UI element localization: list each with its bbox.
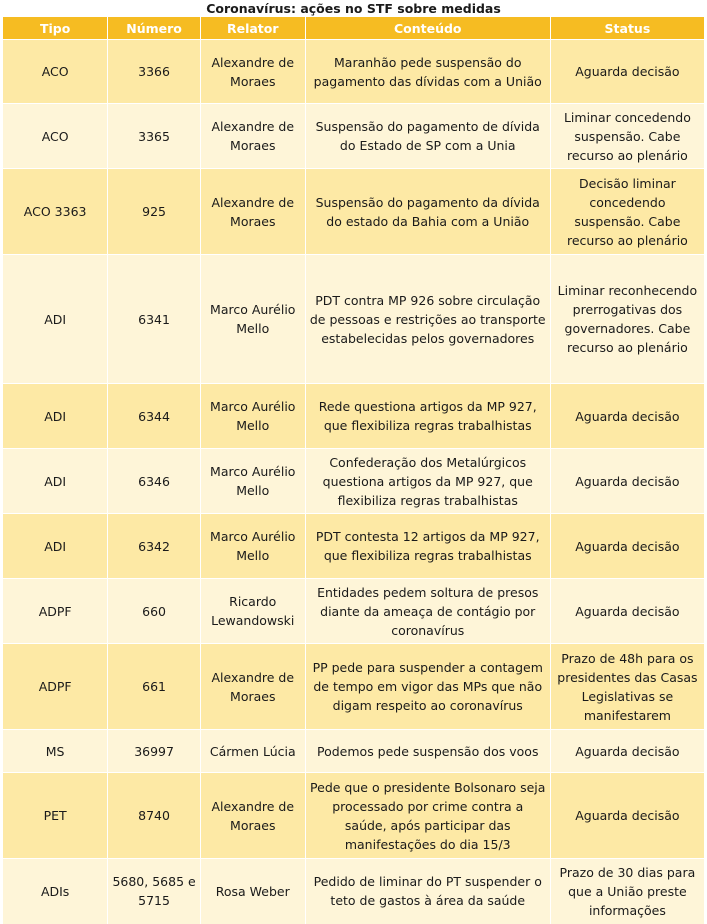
cell-conteudo: PDT contra MP 926 sobre circulação de pessoas e restrições ao transporte estabelecidas pelos governadores bbox=[305, 255, 550, 384]
cell-numero: 3365 bbox=[108, 104, 201, 169]
cell-tipo: PET bbox=[3, 773, 108, 859]
cell-numero: 5680, 5685 e 5715 bbox=[108, 859, 201, 924]
cell-relator: Marco Aurélio Mello bbox=[200, 514, 305, 579]
cell-numero: 6342 bbox=[108, 514, 201, 579]
cell-numero: 6346 bbox=[108, 449, 201, 514]
cell-status: Aguarda decisão bbox=[550, 773, 704, 859]
cell-tipo: ADI bbox=[3, 384, 108, 449]
cell-relator: Alexandre de Moraes bbox=[200, 169, 305, 255]
cell-conteudo: Suspensão do pagamento de dívida do Estado de SP com a Unia bbox=[305, 104, 550, 169]
cell-conteudo: PDT contesta 12 artigos da MP 927, que flexibiliza regras trabalhistas bbox=[305, 514, 550, 579]
cell-tipo: ADIs bbox=[3, 859, 108, 924]
cell-numero: 925 bbox=[108, 169, 201, 255]
page-title: Coronavírus: ações no STF sobre medidas bbox=[206, 1, 501, 16]
cell-relator: Alexandre de Moraes bbox=[200, 104, 305, 169]
table-row bbox=[3, 104, 704, 169]
cell-tipo: ADI bbox=[3, 255, 108, 384]
cell-numero: 3366 bbox=[108, 40, 201, 104]
actions-table bbox=[3, 17, 704, 924]
cell-relator: Cármen Lúcia bbox=[200, 730, 305, 773]
cell-status: Aguarda decisão bbox=[550, 449, 704, 514]
cell-status: Decisão liminar concedendo suspensão. Cabe recurso ao plenário bbox=[550, 169, 704, 255]
table-row bbox=[3, 169, 704, 255]
cell-status: Aguarda decisão bbox=[550, 514, 704, 579]
cell-tipo: ACO 3363 bbox=[3, 169, 108, 255]
cell-relator: Marco Aurélio Mello bbox=[200, 255, 305, 384]
cell-status: Aguarda decisão bbox=[550, 384, 704, 449]
cell-conteudo: Podemos pede suspensão dos voos bbox=[305, 730, 550, 773]
cell-status: Aguarda decisão bbox=[550, 579, 704, 644]
header-row bbox=[3, 17, 704, 40]
cell-status: Liminar concedendo suspensão. Cabe recurso ao plenário bbox=[550, 104, 704, 169]
cell-conteudo: Maranhão pede suspensão do pagamento das dívidas com a União bbox=[305, 40, 550, 104]
table-row bbox=[3, 384, 704, 449]
cell-numero: 6341 bbox=[108, 255, 201, 384]
cell-status: Liminar reconhecendo prerrogativas dos governadores. Cabe recurso ao plenário bbox=[550, 255, 704, 384]
table-row bbox=[3, 255, 704, 384]
cell-relator: Alexandre de Moraes bbox=[200, 40, 305, 104]
cell-tipo: ADI bbox=[3, 514, 108, 579]
cell-numero: 36997 bbox=[108, 730, 201, 773]
cell-status: Prazo de 30 dias para que a União preste informações bbox=[550, 859, 704, 924]
cell-relator: Alexandre de Moraes bbox=[200, 644, 305, 730]
header-conteudo: Conteúdo bbox=[305, 17, 550, 40]
cell-relator: Ricardo Lewandowski bbox=[200, 579, 305, 644]
cell-tipo: ADPF bbox=[3, 644, 108, 730]
cell-numero: 660 bbox=[108, 579, 201, 644]
cell-tipo: ACO bbox=[3, 40, 108, 104]
cell-status: Aguarda decisão bbox=[550, 40, 704, 104]
cell-conteudo: Pedido de liminar do PT suspender o teto de gastos à área da saúde bbox=[305, 859, 550, 924]
table-row bbox=[3, 773, 704, 859]
cell-tipo: ADI bbox=[3, 449, 108, 514]
cell-tipo: ADPF bbox=[3, 579, 108, 644]
cell-conteudo: Pede que o presidente Bolsonaro seja processado por crime contra a saúde, após participar das manifestações do dia 15/3 bbox=[305, 773, 550, 859]
cell-status: Aguarda decisão bbox=[550, 730, 704, 773]
cell-conteudo: Rede questiona artigos da MP 927, que flexibiliza regras trabalhistas bbox=[305, 384, 550, 449]
cell-tipo: MS bbox=[3, 730, 108, 773]
table-row bbox=[3, 730, 704, 773]
table-row bbox=[3, 449, 704, 514]
cell-tipo: ACO bbox=[3, 104, 108, 169]
header-relator: Relator bbox=[200, 17, 305, 40]
table-row bbox=[3, 644, 704, 730]
header-numero: Número bbox=[108, 17, 201, 40]
table-row bbox=[3, 40, 704, 104]
table-row bbox=[3, 514, 704, 579]
cell-numero: 6344 bbox=[108, 384, 201, 449]
cell-relator: Marco Aurélio Mello bbox=[200, 449, 305, 514]
cell-numero: 661 bbox=[108, 644, 201, 730]
cell-relator: Marco Aurélio Mello bbox=[200, 384, 305, 449]
cell-conteudo: Confederação dos Metalúrgicos questiona artigos da MP 927, que flexibiliza regras trabalhistas bbox=[305, 449, 550, 514]
header-tipo: Tipo bbox=[3, 17, 108, 40]
cell-relator: Alexandre de Moraes bbox=[200, 773, 305, 859]
cell-conteudo: PP pede para suspender a contagem de tempo em vigor das MPs que não digam respeito ao coronavírus bbox=[305, 644, 550, 730]
cell-conteudo: Suspensão do pagamento da dívida do estado da Bahia com a União bbox=[305, 169, 550, 255]
header-status: Status bbox=[550, 17, 704, 40]
cell-numero: 8740 bbox=[108, 773, 201, 859]
cell-conteudo: Entidades pedem soltura de presos diante da ameaça de contágio por coronavírus bbox=[305, 579, 550, 644]
cell-status: Prazo de 48h para os presidentes das Casas Legislativas se manifestarem bbox=[550, 644, 704, 730]
cell-relator: Rosa Weber bbox=[200, 859, 305, 924]
table-row bbox=[3, 859, 704, 924]
table-row bbox=[3, 579, 704, 644]
